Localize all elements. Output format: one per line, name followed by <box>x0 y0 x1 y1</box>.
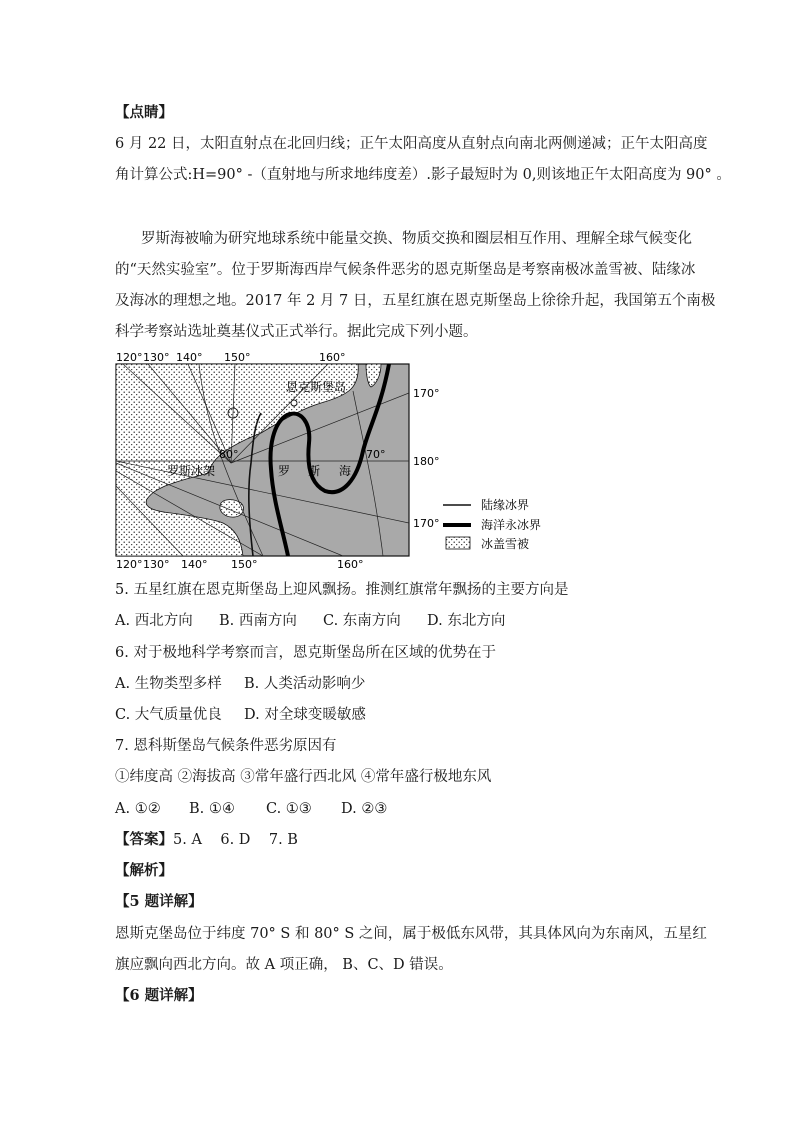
question-7-options <box>115 799 387 819</box>
ice-island-small <box>220 500 243 517</box>
sea-label-2: 斯 <box>308 464 321 478</box>
right-lon-170e: 170° <box>413 387 440 400</box>
question-6-options-row1 <box>115 674 365 694</box>
q5-detail-heading: 【5 题详解】 <box>115 893 203 910</box>
lat-70-label: 70° <box>366 448 386 461</box>
lat-80-label: 80° <box>219 448 239 461</box>
passage-line-3: 及海冰的理想之地。2017 年 2 月 7 日，五星红旗在恩克斯堡岛上徐徐升起，我国第五个南极 <box>115 293 716 309</box>
q6-option-a[interactable]: A. 生物类型多样 <box>115 676 222 692</box>
bottom-lon-120: 120° <box>116 558 143 571</box>
q7-option-a[interactable]: A. ①② <box>115 801 161 817</box>
dianjing-heading: 【点睛】 <box>115 104 173 121</box>
q6-detail-heading: 【6 题详解】 <box>115 987 203 1004</box>
question-5-stem: 5. 五星红旗在恩克斯堡岛上迎风飘扬。推测红旗常年飘扬的主要方向是 <box>115 582 569 598</box>
q6-option-b[interactable]: B. 人类活动影响少 <box>244 676 366 692</box>
question-6-options-row2 <box>115 705 366 725</box>
question-6-stem: 6. 对于极地科学考察而言，恩克斯堡岛所在区域的优势在于 <box>115 645 496 661</box>
question-7-stem: 7. 恩科斯堡岛气候条件恶劣原因有 <box>115 738 337 754</box>
right-lon-170w: 170° <box>413 517 440 530</box>
top-lon-140: 140° <box>176 351 203 364</box>
q5-option-d[interactable]: D. 东北方向 <box>427 613 506 629</box>
sea-label-1: 罗 <box>278 464 291 478</box>
q5-detail-line-1: 恩斯克堡岛位于纬度 70° S 和 80° S 之间，属于极低东风带，其具体风向为东南风，五星红 <box>115 926 707 942</box>
right-lon-180: 180° <box>413 455 440 468</box>
bottom-lon-140: 140° <box>181 558 208 571</box>
top-lon-160: 160° <box>319 351 346 364</box>
passage-line-1: 罗斯海被喻为研究地球系统中能量交换、物质交换和圈层相互作用、理解全球气候变化 <box>141 231 692 247</box>
q7-option-c[interactable]: C. ①③ <box>266 801 312 817</box>
legend-sea-ice-label: 海洋永冰界 <box>481 518 542 532</box>
ross-sea-map <box>113 351 560 571</box>
top-lon-130: 130° <box>143 351 170 364</box>
q5-option-b[interactable]: B. 西南方向 <box>219 613 297 629</box>
answer-text: 5. A 6. D 7. B <box>173 832 298 848</box>
q6-option-d[interactable]: D. 对全球变暖敏感 <box>244 707 366 723</box>
q5-detail-line-2: 旗应飘向西北方向。故 A 项正确， B、C、D 错误。 <box>115 957 453 973</box>
q7-option-d[interactable]: D. ②③ <box>341 801 388 817</box>
dianjing-line-2: 角计算公式:H=90° -（直射地与所求地纬度差）.影子最短时为 0,则该地正午太阳高度为 90° 。 <box>115 167 731 183</box>
q5-option-c[interactable]: C. 东南方向 <box>323 613 401 629</box>
bottom-lon-130: 130° <box>143 558 170 571</box>
legend-ice-cover-swatch <box>446 537 470 549</box>
analysis-heading: 【解析】 <box>115 862 173 879</box>
sea-label-3: 海 <box>339 464 352 478</box>
question-5-options <box>115 611 505 631</box>
island-label: 恩克斯堡岛 <box>286 380 347 394</box>
bottom-lon-160: 160° <box>337 558 364 571</box>
legend-land-ice-label: 陆缘冰界 <box>481 498 530 512</box>
q6-option-c[interactable]: C. 大气质量优良 <box>115 707 222 723</box>
top-lon-120: 120° <box>116 351 143 364</box>
question-7-items: ①纬度高 ②海拔高 ③常年盛行西北风 ④常年盛行极地东风 <box>115 769 492 785</box>
answer-label: 【答案】 <box>115 831 173 848</box>
answer-line <box>115 830 298 850</box>
passage-line-4: 科学考察站选址奠基仪式正式举行。据此完成下列小题。 <box>115 324 478 340</box>
bottom-lon-150: 150° <box>231 558 258 571</box>
passage-line-2: 的“天然实验室”。位于罗斯海西岸气候条件恶劣的恩克斯堡岛是考察南极冰盖雪被、陆缘冰 <box>115 262 696 278</box>
ice-shelf-label: 罗斯冰架 <box>167 464 216 478</box>
dianjing-line-1: 6 月 22 日，太阳直射点在北回归线；正午太阳高度从直射点向南北两侧递减；正午太阳高度 <box>115 136 708 152</box>
q5-option-a[interactable]: A. 西北方向 <box>115 613 193 629</box>
legend-ice-cover-label: 冰盖雪被 <box>481 537 530 551</box>
q7-option-b[interactable]: B. ①④ <box>189 801 235 817</box>
top-lon-150: 150° <box>224 351 251 364</box>
